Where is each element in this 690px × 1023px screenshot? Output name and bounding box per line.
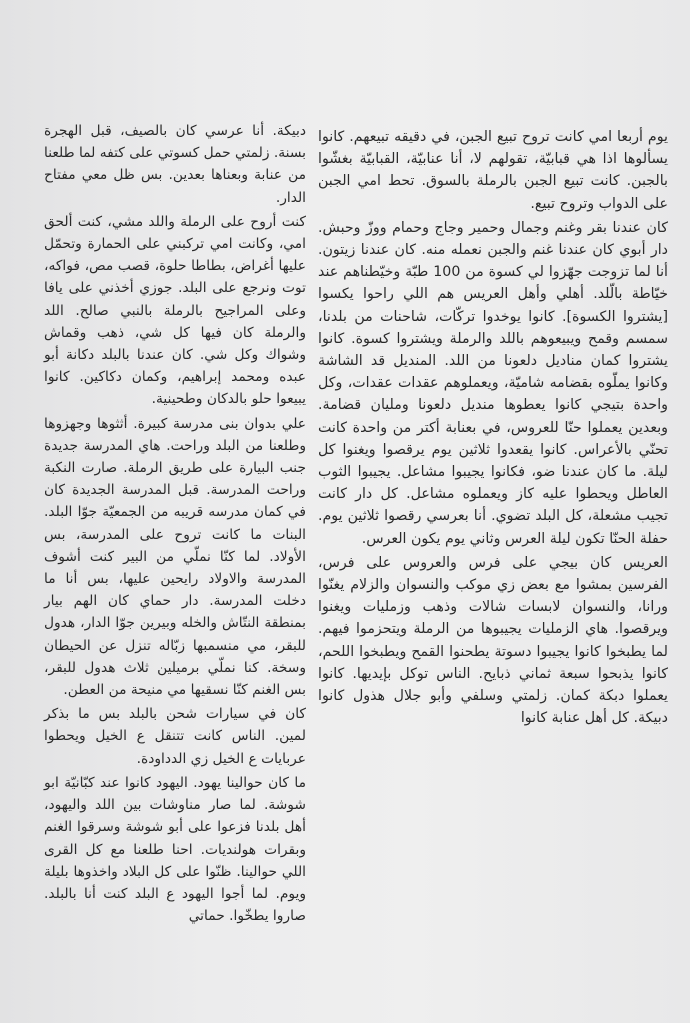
paragraph: كان عندنا بقر وغنم وجمال وحمير وجاج وحمام ووزّ وحبش. دار أبوي كان عندنا غنم والجبن نعمله منه. كان عندنا زيتون. أنا لما تزوجت جهّزوا لي كسوة من 100 طبّة وخيّطناهم عند خيّاطة بالّلد. أهلي وأهل العريس هم اللي راحوا يكسوا [يشتروا الكسوة]. كانوا يوخدوا تركّات، شاحنات من بلدنا، سمسم وقمح ويبيعوهم باللد والرملة ويشتروا كسوة. كانوا يشتروا كمان مناديل دلعونا من اللد. المنديل قد الشاشة وكانوا يملّوه بقضامه شاميّة، ويعملوهم عقدات عقدات، وكل واحدة بتيجي كانوا يعطوها منديل دلعونا ومليان قضامة. وبعدين يعملوا حنّا للعروس، في بعنابة أكتر من واحدة كانت تحنّي بالأعراس. كانوا يقعدوا ثلاثين يوم يرقصوا ويغنوا كل ليلة. ما كان عندنا ضو، فكانوا يجيبوا مشاعل. يجيبوا الثوب العاطل ويحطوا عليه كاز ويعملوه مشاعل. كل دار كانت تجيب مشعلة، كل البلد تضوي. أنا بعرسي رقصوا ثلاثين يوم. حفلة الحنّا تكون ليلة العرس وثاني يوم يكون العرس. (318, 219, 668, 547)
paragraph: علي بدوان بنى مدرسة كبيرة. أثثوها وجهزوها وطلعنا من البلد وراحت. هاي المدرسة جديدة جنب البيارة على طريق الرملة. صارت النكبة وراحت المدرسة. قبل المدرسة الجديدة كان في كمان مدرسه قريبه من الجمعيّة جوّا البلد. البنات ما كانت تروح على المدرسة، بس الأولاد. لما كنّا نملّي من البير كنت أشوف المدرسة والاولاد رايحين عليها، بس أنا ما دخلت المدرسة. دار حماي كان الهم بيار بمنطقة النتّاش والخله وبيرين جوّا الدار، هدول للبقر، مي منسمبها زبّاله تنزل عن الحيطان وسخة. كنا نملّي برميلين ثلاث هدول للبقر، بس الغنم كنّا نسقيها مي منيحة من العطن. (44, 415, 306, 699)
paragraph: العريس كان بيجي على فرس والعروس على فرس، الفرسين بمشوا مع بعض زي موكب والنسوان والزلام يغنّوا ورانا، والنسوان لابسات شالات وذهب وزمليات ويغنوا ويرقصوا. هاي الزمليات يجيبوها من الرملة ويتحزموا فيهم. لما يطبخوا كانوا يجيبوا دسوتة يطحنوا القمح ويطبخوا اللحم، كانوا يذبحوا سبعة ثماني ذبايح. الناس توكل بإيديها. كانوا يعملوا دبكة كمان. زلمتي وسلفي وأبو جلال هذول كانوا دبيكة. كل أهل عنابة كانوا (318, 554, 668, 727)
paragraph: دبيكة. أنا عرسي كان بالصيف، قبل الهجرة بسنة. زلمتي حمل كسوتي على كتفه لما طلعنا من عنابة وبعناها بعدين. بس ظل معي مفتاح الدار. (44, 123, 306, 206)
paragraph: يوم أربعا امي كانت تروح تبيع الجبن، في دقيقه تبيعهم. كانوا يسألوها اذا هي قبابيّة، تقولهم لا، أنا عنابيّة، القبابيّة بغشّوا بالجبن. كانت تبيع الجبن بالرملة بالسوق. تحط امي الجبن على الدواب وتروح تبيع. (318, 129, 668, 212)
paragraph: كنت أروح على الرملة واللد مشي، كنت ألحق امي، وكانت امي تركبني على الحمارة وتحمّل عليها أغراض، بطاطا حلوة، قصب مص، فواكه، توت ونرجع على البلد. جوزي أخذني على يافا وعلى المراجيح بالرملة بالنبي صالح. اللد والرملة كان فيها كل شي، ذهب وقماش وشواك وكل شي. كان عندنا بالبلد دكانة أبو عبده ومحمد إبراهيم، وكمان دكاكين. كانوا يبيعوا حلو بالدكان وطحينية. (44, 213, 306, 408)
paragraph: كان في سيارات شحن بالبلد بس ما بذكر لمين. الناس كانت تتنقل ع الخيل ويحطوا عربايات ع الخيل زي الدداودة. (44, 706, 306, 767)
paragraph: ما كان حوالينا يهود. اليهود كانوا عند كبّانيّة ابو شوشة. لما صار مناوشات بين اللد واليهود، أهل بلدنا فزعوا على أبو شوشة وسرقوا الغنم وبقرات هولنديات. احنا طلعنا مع كل القرى اللي حوالينا. ظنّوا على كل البلاد واخذوها بليلة ويوم. لما أجوا اليهود ع البلد كنت أنا بالبلد. صاروا يطخّوا. حماتي (44, 774, 306, 925)
left-text-column (44, 120, 306, 929)
right-text-column (318, 126, 668, 731)
